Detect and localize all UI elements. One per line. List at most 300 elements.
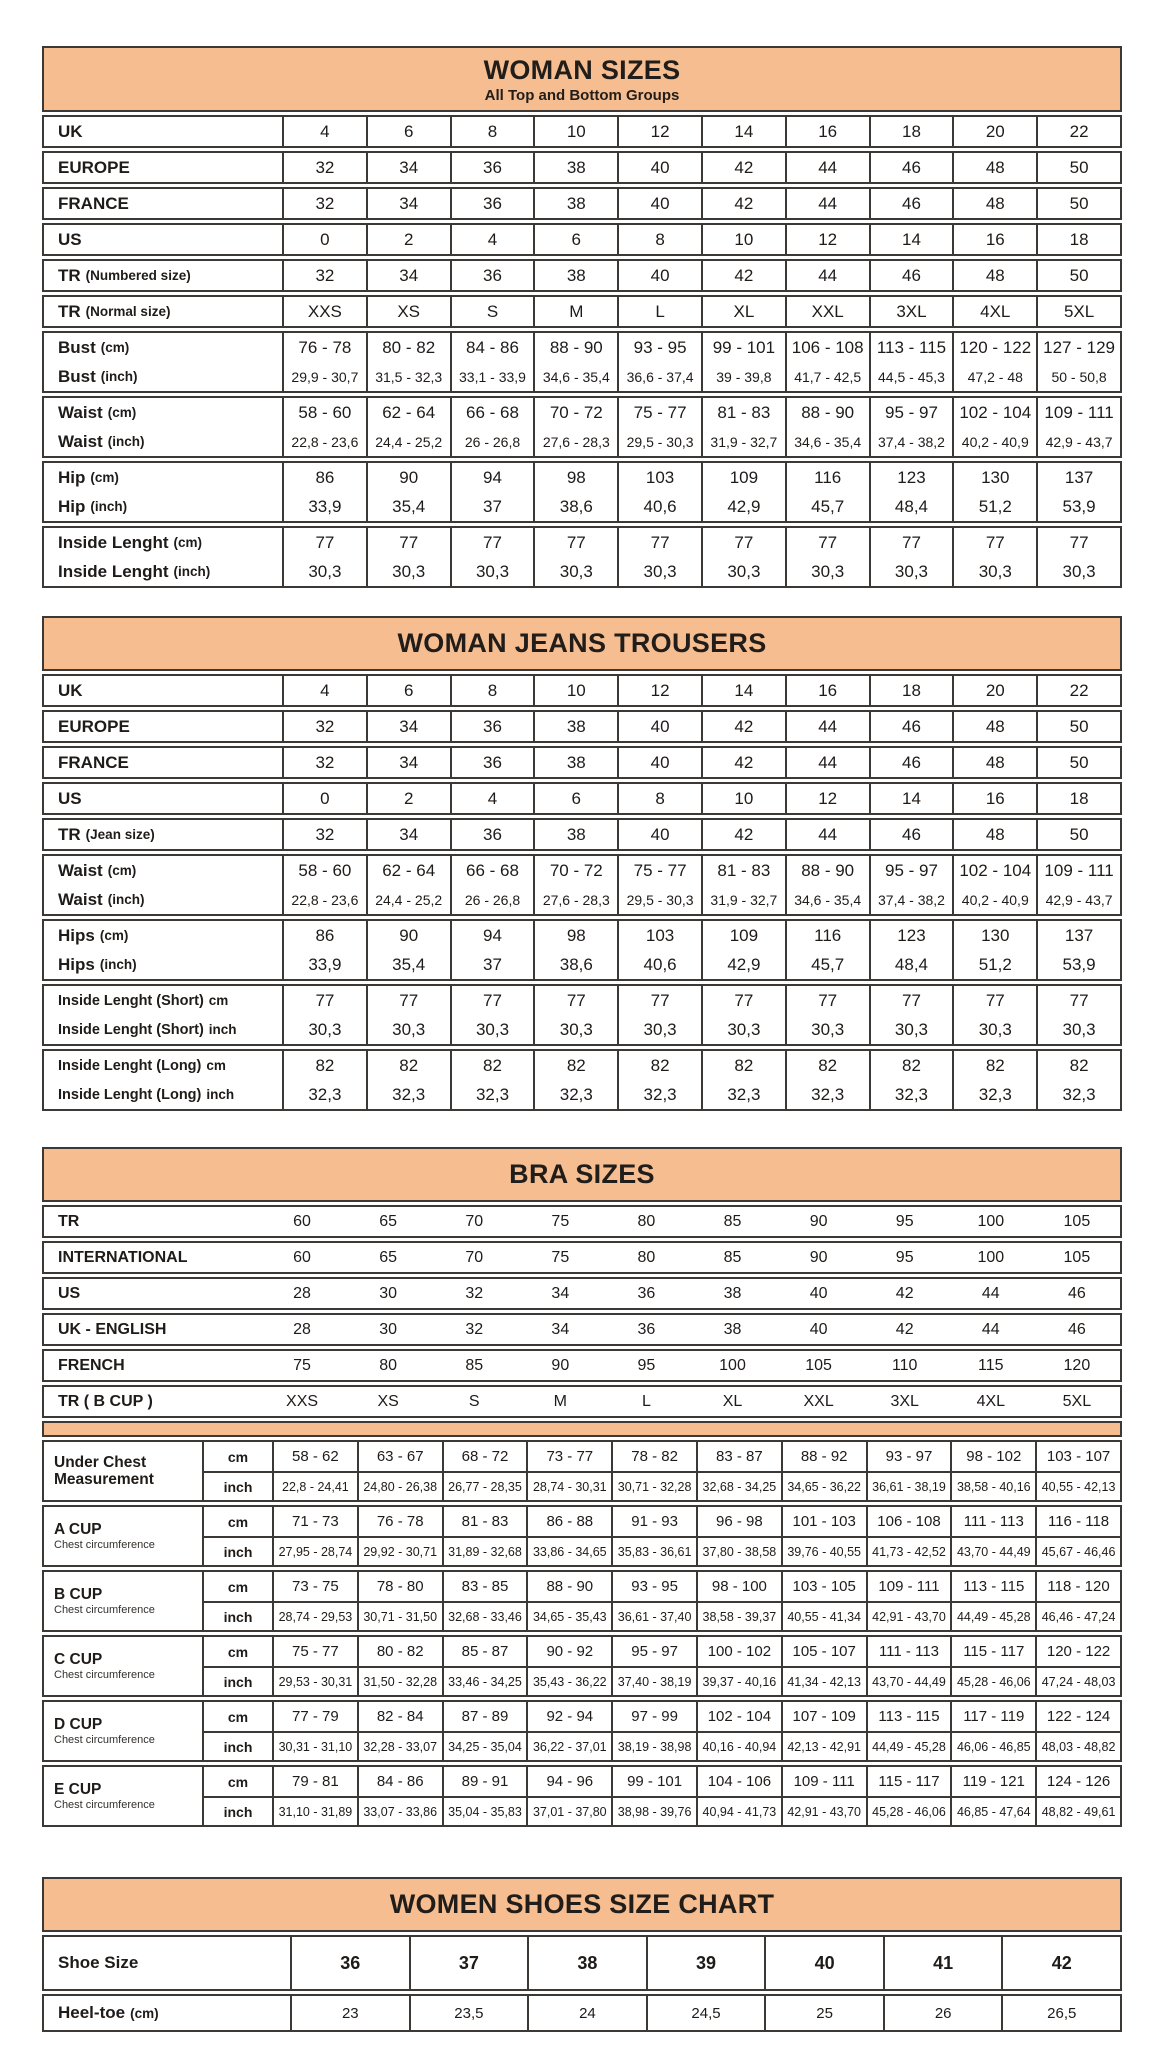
size-cell: 24,80 - 26,38 (357, 1473, 442, 1500)
size-cell: 100 (977, 1248, 1005, 1266)
row-group (42, 1241, 1122, 1274)
cup-group (42, 1700, 1122, 1762)
shoes-size-header (42, 1877, 1122, 1932)
size-cell: 84 - 86 (357, 1767, 442, 1796)
row-label (44, 1080, 282, 1109)
size-cell: 42,9 - 43,7 (1036, 885, 1120, 914)
row-group (42, 674, 1122, 707)
unit-cell: cm (202, 1637, 272, 1666)
size-cell: 33,07 - 33,86 (357, 1798, 442, 1825)
size-cell: 116 (785, 463, 869, 492)
size-cell: M (533, 297, 617, 326)
size-cell: 32 (282, 261, 366, 290)
size-cell: 32 (282, 820, 366, 849)
size-cell: 42 (701, 189, 785, 218)
size-cell: 24,5 (646, 1996, 765, 2030)
row-label-unit: inch (206, 1087, 235, 1102)
size-cell: 47,2 - 48 (952, 362, 1036, 391)
size-cell: 37,4 - 38,2 (869, 427, 953, 456)
size-cell: 81 - 83 (701, 398, 785, 427)
row-cells (282, 333, 1120, 362)
woman-sizes-header (42, 46, 1122, 112)
table-row (44, 427, 1120, 456)
size-cell: 130 (952, 463, 1036, 492)
size-cell: 90 (366, 921, 450, 950)
size-cell: 30,3 (617, 557, 701, 586)
size-cell: 82 (617, 1051, 701, 1080)
size-cell: 38 (533, 748, 617, 777)
size-cell: 8 (617, 225, 701, 254)
cup-body (202, 1702, 1120, 1760)
size-cell: 85 (723, 1248, 742, 1266)
row-label-text: FRENCH (58, 1356, 125, 1374)
size-cell: 37,01 - 37,80 (526, 1798, 611, 1825)
size-cell: 94 (450, 463, 534, 492)
size-cell: 77 (1036, 986, 1120, 1015)
size-cell: 40 (764, 1937, 883, 1989)
size-cell: 32,68 - 34,25 (696, 1473, 781, 1500)
size-cell: 115 - 117 (950, 1637, 1035, 1666)
row-cells (282, 362, 1120, 391)
table-row (44, 1080, 1120, 1109)
size-cell: 75 - 77 (272, 1637, 357, 1666)
size-cell: 93 - 95 (611, 1572, 696, 1601)
size-cell: 104 - 106 (696, 1767, 781, 1796)
size-cell: 22 (1036, 117, 1120, 146)
size-cell: 66 - 68 (450, 398, 534, 427)
size-cell: 62 - 64 (366, 856, 450, 885)
size-cell: 10 (533, 117, 617, 146)
size-cell: 32 (282, 189, 366, 218)
row-label (44, 492, 282, 521)
size-cell: 28 (293, 1320, 311, 1338)
size-cell: 85 - 87 (442, 1637, 527, 1666)
bra-sizes-table (42, 1147, 1122, 1827)
size-cell: L (617, 297, 701, 326)
size-cell: 40 (617, 153, 701, 182)
size-cell: 75 (293, 1356, 311, 1374)
size-cell: 42,9 - 43,7 (1036, 427, 1120, 456)
size-cell: 40 (617, 261, 701, 290)
table-row (44, 1243, 1120, 1272)
size-cell: 82 (450, 1051, 534, 1080)
size-cell: 42 (701, 153, 785, 182)
row-label (44, 153, 282, 182)
size-cell: 110 (891, 1356, 918, 1374)
size-cell: 106 - 108 (866, 1507, 951, 1536)
unit-cell: cm (202, 1507, 272, 1536)
size-cell: 36,61 - 38,19 (866, 1473, 951, 1500)
size-cell: 46,46 - 47,24 (1035, 1603, 1120, 1630)
size-cell: 38 (533, 712, 617, 741)
size-cell: 93 - 95 (617, 333, 701, 362)
size-cell: 8 (450, 676, 534, 705)
row-cells (290, 1937, 1120, 1989)
size-cell: 95 - 97 (611, 1637, 696, 1666)
row-label-unit: (cm) (130, 2005, 159, 2021)
size-cell: 31,10 - 31,89 (272, 1798, 357, 1825)
size-cell: 113 - 115 (869, 333, 953, 362)
size-cell: 109 (701, 921, 785, 950)
size-cell: XXL (803, 1392, 834, 1410)
size-cell: 102 - 104 (952, 856, 1036, 885)
row-cells (282, 297, 1120, 326)
row-group (42, 1313, 1122, 1346)
cup-sublabel: Chest circumference (54, 1669, 155, 1681)
size-cell: 36 (450, 153, 534, 182)
size-cell: 30,3 (366, 1015, 450, 1044)
size-cell: 14 (869, 225, 953, 254)
size-cell: 75 (551, 1248, 570, 1266)
size-cell: 30,3 (785, 1015, 869, 1044)
size-cell: 23 (290, 1996, 409, 2030)
size-cell: 20 (952, 117, 1036, 146)
row-group (42, 1935, 1122, 1991)
size-cell: 82 (366, 1051, 450, 1080)
row-group (42, 1349, 1122, 1382)
size-cell: 98 - 100 (696, 1572, 781, 1601)
size-cell: 101 - 103 (781, 1507, 866, 1536)
size-cell: 36 (290, 1937, 409, 1989)
size-cell: 12 (617, 676, 701, 705)
row-label (44, 1315, 259, 1344)
size-cell: 50 (1036, 189, 1120, 218)
size-cell: 40 (617, 820, 701, 849)
size-cell: 33,9 (282, 950, 366, 979)
row-label-unit: (inch) (99, 957, 137, 972)
bra-divider-strip (42, 1421, 1122, 1437)
size-cell: 46 (869, 820, 953, 849)
size-cell: 116 (785, 921, 869, 950)
woman-sizes-title: WOMAN SIZES (483, 55, 681, 85)
row-label-text: Hips (58, 954, 95, 974)
size-cell: 100 (719, 1356, 746, 1374)
row-group (42, 818, 1122, 851)
row-label-unit: (cm) (99, 928, 129, 943)
unit-cell: inch (202, 1473, 272, 1500)
size-cell: 75 - 77 (617, 398, 701, 427)
row-label (44, 557, 282, 586)
row-cells (282, 528, 1120, 557)
size-cell: 42,9 (701, 950, 785, 979)
size-cell: 48,82 - 49,61 (1035, 1798, 1120, 1825)
size-cell: 81 - 83 (701, 856, 785, 885)
size-cell: 58 - 62 (272, 1442, 357, 1471)
row-label-unit: cm (208, 993, 229, 1008)
size-cell: 46 (869, 153, 953, 182)
size-cell: 22,8 - 23,6 (282, 885, 366, 914)
cup-label-text: Under Chest Measurement (54, 1454, 154, 1488)
size-cell: 106 - 108 (785, 333, 869, 362)
row-label (44, 297, 282, 326)
size-cell: 33,86 - 34,65 (526, 1538, 611, 1565)
row-cells (282, 1051, 1120, 1080)
size-cell: 38,98 - 39,76 (611, 1798, 696, 1825)
row-group (42, 396, 1122, 458)
row-label-text: TR ( B CUP ) (58, 1392, 153, 1410)
size-cell: 40,55 - 41,34 (781, 1603, 866, 1630)
row-label (44, 1243, 259, 1272)
cup-row (202, 1731, 1120, 1760)
size-cell: 16 (952, 784, 1036, 813)
size-cell: 32,3 (869, 1080, 953, 1109)
row-label (44, 1937, 290, 1989)
size-cell: 109 - 111 (1036, 398, 1120, 427)
size-cell: 75 (551, 1212, 570, 1230)
shoes-size-table (42, 1877, 1122, 2032)
size-cell: 58 - 60 (282, 398, 366, 427)
size-cell: 36,61 - 37,40 (611, 1603, 696, 1630)
size-cell: 44,49 - 45,28 (866, 1733, 951, 1760)
size-cell: 34 (551, 1320, 570, 1338)
cup-row (202, 1507, 1120, 1536)
size-cell: 34,65 - 35,43 (526, 1603, 611, 1630)
size-cell: 4XL (952, 297, 1036, 326)
size-cell: 40,16 - 40,94 (696, 1733, 781, 1760)
row-group (42, 854, 1122, 916)
size-cell: 46,06 - 46,85 (950, 1733, 1035, 1760)
size-cell: 40,55 - 42,13 (1035, 1473, 1120, 1500)
size-cell: 80 (637, 1248, 656, 1266)
size-cell: 38 (533, 189, 617, 218)
row-label-text: UK (58, 121, 83, 141)
cup-label (44, 1507, 202, 1565)
row-label-unit: (inch) (100, 369, 138, 384)
size-cell: 77 - 79 (272, 1702, 357, 1731)
size-cell: 50 - 50,8 (1036, 362, 1120, 391)
size-cell: 30 (379, 1284, 398, 1302)
size-cell: 32,3 (785, 1080, 869, 1109)
size-cell: 28,74 - 29,53 (272, 1603, 357, 1630)
cup-body (202, 1637, 1120, 1695)
row-label-text: Inside Lenght (Short) (58, 1021, 204, 1038)
size-cell: 88 - 90 (533, 333, 617, 362)
size-cell: 122 - 124 (1035, 1702, 1120, 1731)
size-cell: 113 - 115 (950, 1572, 1035, 1601)
size-cell: 85 (723, 1212, 742, 1230)
size-cell: 51,2 (952, 950, 1036, 979)
size-cell: 95 - 97 (869, 856, 953, 885)
size-cell: 46,85 - 47,64 (950, 1798, 1035, 1825)
size-cell: 4 (282, 676, 366, 705)
size-cell: 5XL (1062, 1392, 1092, 1410)
size-cell: 40,94 - 41,73 (696, 1798, 781, 1825)
table-row (44, 1051, 1120, 1080)
size-cell: 38,6 (533, 492, 617, 521)
size-cell: 124 - 126 (1035, 1767, 1120, 1796)
row-group (42, 1277, 1122, 1310)
size-cell: 37 (450, 492, 534, 521)
size-cell: 77 (450, 528, 534, 557)
size-cell: 98 - 102 (950, 1442, 1035, 1471)
size-cell: 46 (869, 712, 953, 741)
size-cell: 90 (551, 1356, 570, 1374)
size-cell: 48 (952, 820, 1036, 849)
row-label (44, 427, 282, 456)
row-label-unit: (inch) (173, 564, 211, 579)
row-label-text: Bust (58, 337, 96, 357)
size-cell: 45,28 - 46,06 (950, 1668, 1035, 1695)
size-cell: 70 (465, 1248, 484, 1266)
table-row (44, 297, 1120, 326)
size-cell: 66 - 68 (450, 856, 534, 885)
size-cell: 38,58 - 39,37 (696, 1603, 781, 1630)
size-cell: 34 (366, 189, 450, 218)
row-label (44, 117, 282, 146)
size-cell: 30,71 - 31,50 (357, 1603, 442, 1630)
size-cell: 109 - 111 (1036, 856, 1120, 885)
size-cell: 65 (379, 1212, 398, 1230)
size-cell: 33,9 (282, 492, 366, 521)
table-row (44, 748, 1120, 777)
size-cell: 30,3 (869, 1015, 953, 1044)
cup-group (42, 1635, 1122, 1697)
size-cell: 70 - 72 (533, 856, 617, 885)
size-cell: 105 (805, 1356, 832, 1374)
size-cell: 77 (952, 528, 1036, 557)
size-cell: 24,4 - 25,2 (366, 885, 450, 914)
size-cell: 60 (293, 1248, 311, 1266)
size-cell: 99 - 101 (701, 333, 785, 362)
size-cell: 20 (952, 676, 1036, 705)
size-cell: 16 (785, 117, 869, 146)
row-label (44, 1015, 282, 1044)
size-cell: 34,65 - 36,22 (781, 1473, 866, 1500)
cup-row (202, 1536, 1120, 1565)
size-cell: 32,3 (366, 1080, 450, 1109)
table-row (44, 189, 1120, 218)
unit-cell: inch (202, 1538, 272, 1565)
size-cell: 113 - 115 (866, 1702, 951, 1731)
size-cell: 82 (533, 1051, 617, 1080)
size-cell: 33,1 - 33,9 (450, 362, 534, 391)
row-cells (282, 117, 1120, 146)
size-cell: 40 (617, 748, 701, 777)
table-row (44, 398, 1120, 427)
size-cell: 38 (723, 1284, 742, 1302)
row-group (42, 151, 1122, 184)
size-cell: 10 (533, 676, 617, 705)
cup-sublabel: Chest circumference (54, 1799, 155, 1811)
size-cell: 22,8 - 24,41 (272, 1473, 357, 1500)
size-cell: 63 - 67 (357, 1442, 442, 1471)
size-cell: 34,6 - 35,4 (785, 427, 869, 456)
size-cell: 46 (869, 261, 953, 290)
size-cell: 42 (701, 748, 785, 777)
size-cell: 82 (869, 1051, 953, 1080)
size-cell: 30,3 (533, 557, 617, 586)
row-group (42, 259, 1122, 292)
size-cell: 73 - 75 (272, 1572, 357, 1601)
size-cell: 39,37 - 40,16 (696, 1668, 781, 1695)
row-group (42, 1049, 1122, 1111)
size-cell: 30,3 (366, 557, 450, 586)
row-label (44, 225, 282, 254)
table-row (44, 784, 1120, 813)
size-cell: XL (701, 297, 785, 326)
size-cell: 24 (527, 1996, 646, 2030)
size-cell: 115 (978, 1356, 1004, 1374)
size-cell: 95 (895, 1212, 914, 1230)
row-group (42, 919, 1122, 981)
size-cell: 26,5 (1001, 1996, 1120, 2030)
size-cell: 44 (785, 712, 869, 741)
size-cell: 98 (533, 921, 617, 950)
size-cell: 88 - 90 (785, 856, 869, 885)
row-label-text: FRANCE (58, 193, 129, 213)
size-cell: 6 (533, 225, 617, 254)
row-group (42, 461, 1122, 523)
size-cell: 29,9 - 30,7 (282, 362, 366, 391)
row-label-unit: (cm) (107, 863, 137, 878)
row-label-text: US (58, 788, 82, 808)
row-cells (282, 398, 1120, 427)
size-cell: 27,95 - 28,74 (272, 1538, 357, 1565)
size-cell: 77 (785, 986, 869, 1015)
size-cell: 30,3 (785, 557, 869, 586)
size-cell: 116 - 118 (1035, 1507, 1120, 1536)
size-cell: 40,2 - 40,9 (952, 885, 1036, 914)
size-cell: 48,03 - 48,82 (1035, 1733, 1120, 1760)
size-cell: 29,5 - 30,3 (617, 427, 701, 456)
size-cell: 2 (366, 784, 450, 813)
size-cell: 83 - 87 (696, 1442, 781, 1471)
row-cells (282, 1015, 1120, 1044)
row-label-text: US (58, 229, 82, 249)
row-label-unit: (cm) (173, 535, 203, 550)
size-cell: 30,3 (952, 1015, 1036, 1044)
row-label (44, 921, 282, 950)
cup-group (42, 1440, 1122, 1502)
size-cell: 36 (450, 261, 534, 290)
size-cell: 31,50 - 32,28 (357, 1668, 442, 1695)
size-cell: 38 (533, 153, 617, 182)
size-cell: 100 (977, 1212, 1005, 1230)
size-cell: 30,3 (869, 557, 953, 586)
size-cell: 40 (809, 1320, 828, 1338)
row-group (42, 223, 1122, 256)
size-cell: 90 - 92 (526, 1637, 611, 1666)
row-label (44, 1051, 282, 1080)
size-cell: 42 (1001, 1937, 1120, 1989)
row-group (42, 1385, 1122, 1418)
size-cell: 83 - 85 (442, 1572, 527, 1601)
row-label (44, 189, 282, 218)
size-cell: 48 (952, 153, 1036, 182)
size-cell: 39 - 39,8 (701, 362, 785, 391)
size-cell: 88 - 92 (781, 1442, 866, 1471)
row-label-text: FRANCE (58, 752, 129, 772)
size-cell: 43,70 - 44,49 (950, 1538, 1035, 1565)
size-cell: 34,25 - 35,04 (442, 1733, 527, 1760)
row-label-text: EUROPE (58, 716, 130, 736)
row-label-text: Hips (58, 925, 95, 945)
size-cell: 16 (952, 225, 1036, 254)
size-cell: 82 (785, 1051, 869, 1080)
row-cells (282, 748, 1120, 777)
size-cell: 22 (1036, 676, 1120, 705)
size-cell: L (641, 1392, 651, 1410)
size-cell: 103 - 105 (781, 1572, 866, 1601)
size-cell: 80 - 82 (357, 1637, 442, 1666)
size-cell: 10 (701, 225, 785, 254)
size-cell: 44 (981, 1320, 1000, 1338)
cup-body (202, 1767, 1120, 1825)
size-cell: 43,70 - 44,49 (866, 1668, 951, 1695)
size-cell: 42 (701, 820, 785, 849)
cup-label-text: D CUP (54, 1716, 103, 1733)
row-label-unit: (Numbered size) (85, 268, 191, 283)
